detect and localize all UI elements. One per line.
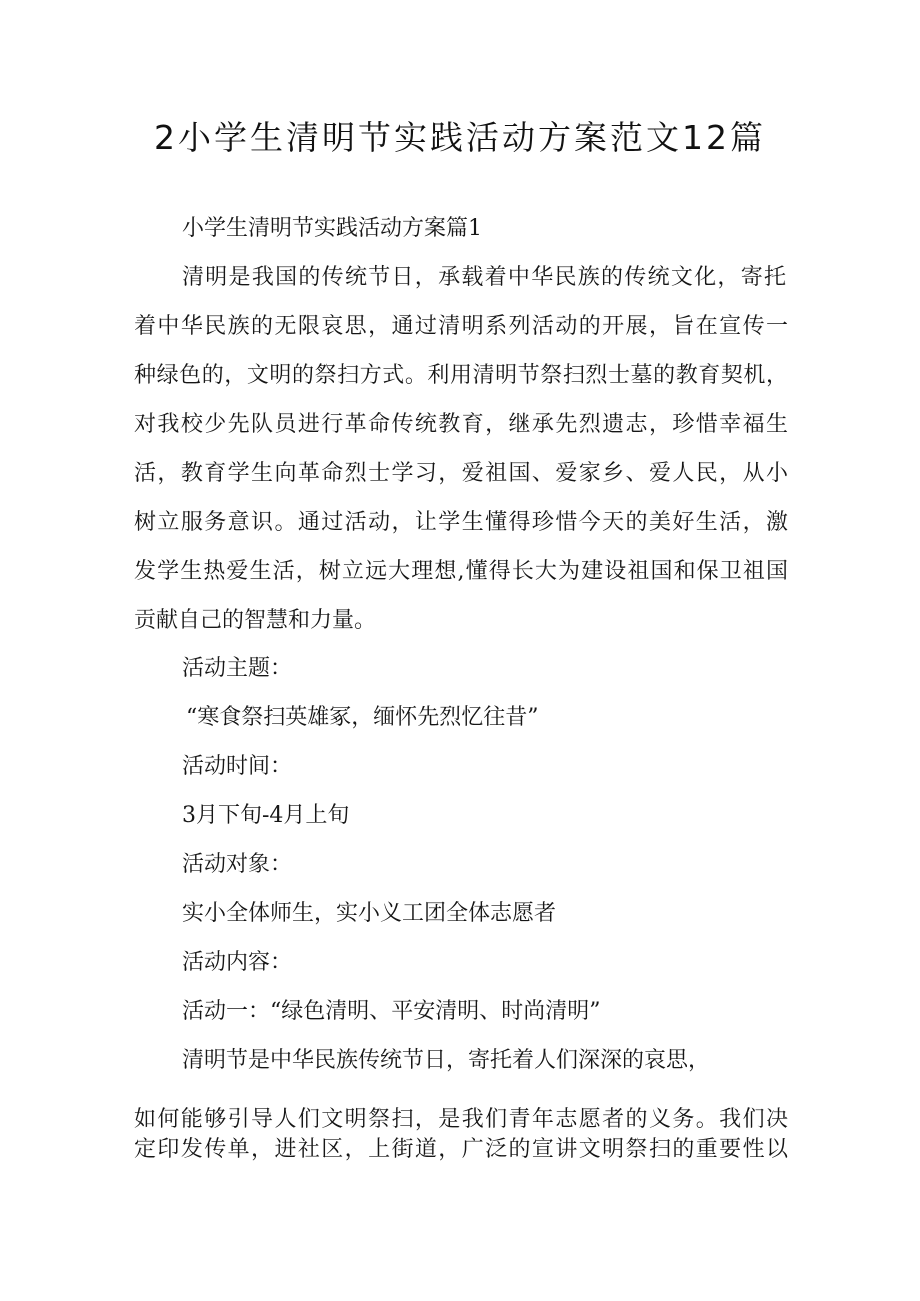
intro-line-6: 树立服务意识。通过活动，让学生懂得珍惜今天的美好生活，激 xyxy=(134,510,788,535)
target-label: 活动对象： xyxy=(182,852,293,877)
document-title: 2小学生清明节实践活动方案范文12篇 xyxy=(154,118,766,157)
theme-value: “寒食祭扫英雄冢，缅怀先烈忆往昔” xyxy=(186,705,539,730)
theme-label: 活动主题： xyxy=(182,656,293,681)
target-value: 实小全体师生，实小义工团全体志愿者 xyxy=(182,901,557,926)
content-label: 活动内容： xyxy=(182,950,293,975)
body-line-2: 如何能够引导人们文明祭扫，是我们青年志愿者的义务。我们决 xyxy=(134,1107,788,1132)
intro-line-3: 种绿色的，文明的祭扫方式。利用清明节祭扫烈士墓的教育契机， xyxy=(134,363,788,388)
body-line-1: 清明节是中华民族传统节日，寄托着人们深深的哀思， xyxy=(182,1048,711,1073)
intro-line-8: 贡献自己的智慧和力量。 xyxy=(134,608,377,633)
intro-line-7: 发学生热爱生活，树立远大理想,懂得长大为建设祖国和保卫祖国 xyxy=(134,559,788,584)
intro-line-2: 着中华民族的无限哀思，通过清明系列活动的开展，旨在宣传一 xyxy=(134,314,788,339)
time-value: 3月下旬-4月上旬 xyxy=(182,803,350,828)
intro-line-5: 活，教育学生向革命烈士学习，爱祖国、爱家乡、爱人民，从小 xyxy=(134,461,788,486)
intro-line-4: 对我校少先队员进行革命传统教育，继承先烈遗志，珍惜幸福生 xyxy=(134,412,788,437)
time-label: 活动时间： xyxy=(182,754,293,779)
section-heading: 小学生清明节实践活动方案篇1 xyxy=(182,216,482,241)
intro-line-1: 清明是我国的传统节日，承载着中华民族的传统文化，寄托 xyxy=(182,265,786,290)
body-line-3: 定印发传单，进社区，上街道，广泛的宣讲文明祭扫的重要性以 xyxy=(134,1137,788,1162)
activity-one: 活动一：“绿色清明、平安清明、时尚清明” xyxy=(182,999,601,1024)
